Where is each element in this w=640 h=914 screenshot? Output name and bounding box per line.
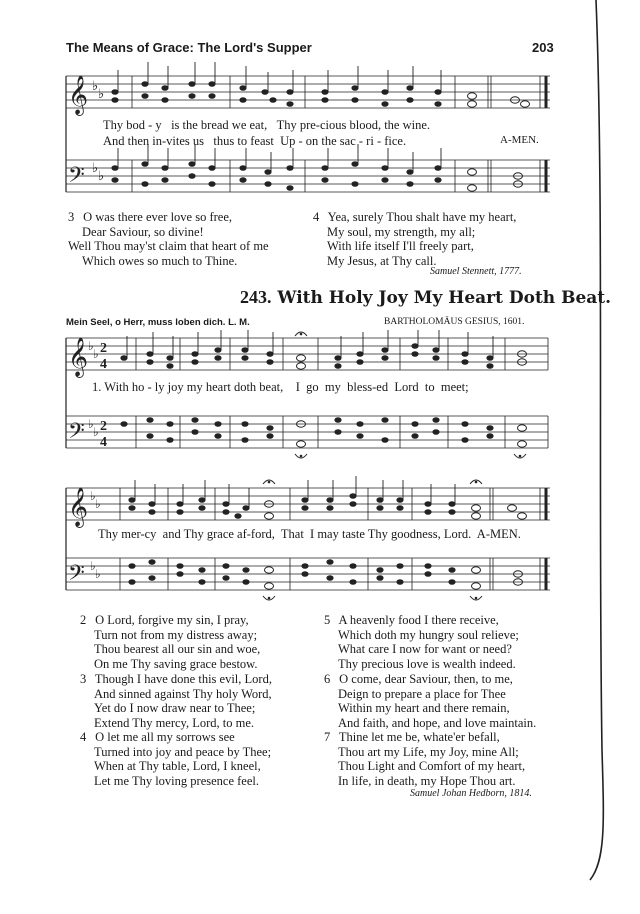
svg-text:𝄢: 𝄢 (68, 561, 85, 591)
svg-text:2: 2 (100, 341, 107, 356)
svg-text:𝄢: 𝄢 (68, 419, 85, 449)
hymn243-verse-5: 5 A heavenly food I there receive, Which doth my hungry soul relieve; What care I now for want or need? Thy precious love is wealth indeed. (324, 613, 519, 671)
tune-name: Mein Seel, o Herr, muss loben dich. L. M. (66, 317, 250, 328)
section-header: The Means of Grace: The Lord's Supper (66, 40, 312, 55)
top-stems (118, 62, 441, 172)
bass-clef-icon: 𝄢 (68, 163, 85, 193)
top-music-system (0, 0, 640, 210)
svg-text:𝄞: 𝄞 (68, 487, 89, 527)
top-amen: A-MEN. (500, 134, 539, 146)
hymn243-verse-6: 6 O come, dear Saviour, then, to me, Deign to prepare a place for Thee Within my heart and there remain, And faith, and hope, and love maintain. (324, 672, 537, 730)
hymn243-verse-3: 3 Though I have done this evil, Lord, And sinned against Thy holy Word, Yet do I now draw near to Thee; Extend Thy mercy, Lord, to me. (80, 672, 272, 730)
svg-text:♭: ♭ (88, 339, 94, 353)
svg-text:♭: ♭ (98, 169, 105, 184)
svg-text:♭: ♭ (98, 87, 105, 102)
flat-icon: ♭ (92, 79, 99, 94)
hymn243-verse-4: 4 O let me all my sorrows see Turned into joy and peace by Thee; When at Thy table, Lord, I kneel, Let me Thy loving presence feel. (80, 730, 272, 788)
top-verse-3: 3 O was there ever love so free, Dear Saviour, so divine! Well Thou may'st claim that heart of me Which owes so much to Thine. (68, 210, 269, 268)
svg-text:𝄞: 𝄞 (68, 337, 89, 377)
composer: BARTHOLOMÄUS GESIUS, 1601. (384, 317, 525, 327)
hymn243-attribution: Samuel Johan Hedborn, 1814. (410, 788, 532, 799)
top-treble-staff (66, 76, 550, 108)
hymn243-lyrics-system1: 1. With ho - ly joy my heart doth beat, I go my bless-ed Lord to meet; (92, 380, 469, 394)
svg-text:♭: ♭ (93, 425, 99, 439)
hymn243-verse-7: 7 Thine let me be, whate'er befall, Thou art my Life, my Joy, mine All; Thou Light and Comfort of my heart, In life, in death, my Hope Thou art. (324, 730, 526, 788)
svg-text:4: 4 (100, 435, 107, 450)
top-bass-staff (66, 160, 550, 192)
svg-text:♭: ♭ (92, 161, 99, 176)
svg-text:♭: ♭ (93, 347, 99, 361)
top-attribution: Samuel Stennett, 1777. (430, 266, 522, 277)
hymn-title: 243. With Holy Joy My Heart Doth Beat. (240, 287, 612, 308)
svg-text:♭: ♭ (95, 497, 101, 511)
hymn243-system1 (0, 330, 640, 470)
svg-text:2: 2 (100, 419, 107, 434)
svg-text:♭: ♭ (90, 559, 96, 573)
hymn243-verse-2: 2 O Lord, forgive my sin, I pray, Turn not from my distress away; Thou bearest all our sin and woe, On me Thy saving grace bestow. (80, 613, 261, 671)
svg-text:♭: ♭ (95, 567, 101, 581)
svg-text:♭: ♭ (88, 417, 94, 431)
treble-clef-icon: 𝄞 (68, 75, 89, 115)
svg-text:♭: ♭ (90, 489, 96, 503)
hymn243-lyrics-system2: Thy mer-cy and Thy grace af-ford, That I may taste Thy goodness, Lord. A-MEN. (98, 527, 521, 541)
svg-text:4: 4 (100, 357, 107, 372)
page-number: 203 (532, 40, 554, 55)
top-lyrics-line1: Thy bod - y is the bread we eat, Thy pre-cious blood, the wine. (103, 118, 431, 132)
top-lyrics-line2: And then in-vites us thus to feast Up - on the sac - ri - fice. (103, 134, 407, 148)
hymn243-system2 (0, 472, 640, 612)
top-verse-4: 4 Yea, surely Thou shalt have my heart, My soul, my strength, my all; With life itself I'll freely part, My Jesus, at Thy call. (313, 210, 517, 268)
